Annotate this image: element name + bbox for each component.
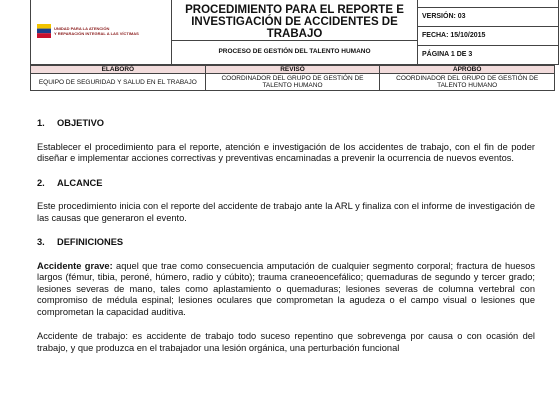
value-elaboro: EQUIPO DE SEGURIDAD Y SALUD EN EL TRABAJO xyxy=(31,74,206,91)
document-header xyxy=(30,0,559,65)
meta-cell xyxy=(418,0,559,65)
section-title-text: DEFINICIONES xyxy=(57,237,124,247)
section-definiciones-title xyxy=(37,237,535,249)
value-aprobo: COORDINADOR DEL GRUPO DE GESTIÓN DE TALENTO HUMANO xyxy=(380,74,555,91)
definition-accidente-trabajo: Accidente de trabajo: es accidente de trabajo todo suceso repentino que sobrevenga por causa o con ocasión del trabajo, y que produzca en el trabajador una lesión orgánica, una perturbación funcional xyxy=(37,331,535,353)
section-objetivo-body: Establecer el procedimiento para el reporte, atención e investigación de los accidentes de trabajo, con el fin de poder diseñar e implementar acciones correctivas y preventivas encaminadas a prevenir la ocurrencia de nuevos eventos. xyxy=(37,141,535,163)
title-cell xyxy=(172,0,418,65)
section-title-text: OBJETIVO xyxy=(57,118,105,128)
title-line-2: INVESTIGACIÓN DE ACCIDENTES DE xyxy=(191,16,398,28)
value-reviso: COORDINADOR DEL GRUPO DE GESTIÓN DE TALENTO HUMANO xyxy=(205,74,380,91)
definition-text: aquel que trae como consecuencia amputación de cualquier segmento corporal; fractura de huesos largos (fémur, tibia, peroné, húmero, radio y cúbito); trauma craneoencefálico; quemaduras de segundo y tercer grado; lesiones severas de mano, tales como aplastamiento o quemaduras; lesiones severas de columna vertebral con compromiso de médula espinal; lesiones oculares que comprometan la agudeza o el campo visual o lesiones que comprometan la capacidad auditiva. xyxy=(37,260,535,317)
section-alcance-body: Este procedimiento inicia con el reporte del accidente de trabajo ante la ARL y finaliza con el informe de investigación de las causas que generaron el evento. xyxy=(37,201,535,223)
process-name: PROCESO DE GESTIÓN DEL TALENTO HUMANO xyxy=(172,40,417,59)
header-aprobo: APROBÓ xyxy=(380,66,555,74)
header-reviso: REVISÓ xyxy=(205,66,380,74)
document-body xyxy=(37,118,535,367)
definition-term: Accidente grave: xyxy=(37,260,113,271)
section-number: 1. xyxy=(37,118,45,128)
document-code xyxy=(418,0,558,8)
document-title xyxy=(172,0,417,40)
document-version: VERSIÓN: 03 xyxy=(418,8,558,27)
page-number: PÁGINA 1 DE 3 xyxy=(422,51,473,58)
logo-line-1: UNIDAD PARA LA ATENCIÓN xyxy=(54,25,110,31)
document-date: FECHA: 15/10/2015 xyxy=(418,27,558,46)
section-number: 3. xyxy=(37,237,45,247)
section-title-text: ALCANCE xyxy=(57,177,103,188)
title-line-3: TRABAJO xyxy=(266,28,323,40)
logo-emblem-icon xyxy=(37,24,51,38)
signature-table xyxy=(30,65,555,91)
title-line-1: PROCEDIMIENTO PARA EL REPORTE E xyxy=(185,4,404,16)
section-alcance-title xyxy=(37,178,535,190)
section-objetivo-title xyxy=(37,118,535,130)
header-elaboro: ELABORÓ xyxy=(31,66,206,74)
section-number: 2. xyxy=(37,177,45,188)
logo xyxy=(31,16,171,38)
definition-accidente-grave xyxy=(37,261,535,319)
logo-line-2: Y REPARACIÓN INTEGRAL A LAS VÍCTIMAS xyxy=(54,30,139,36)
logo-cell xyxy=(31,0,172,65)
